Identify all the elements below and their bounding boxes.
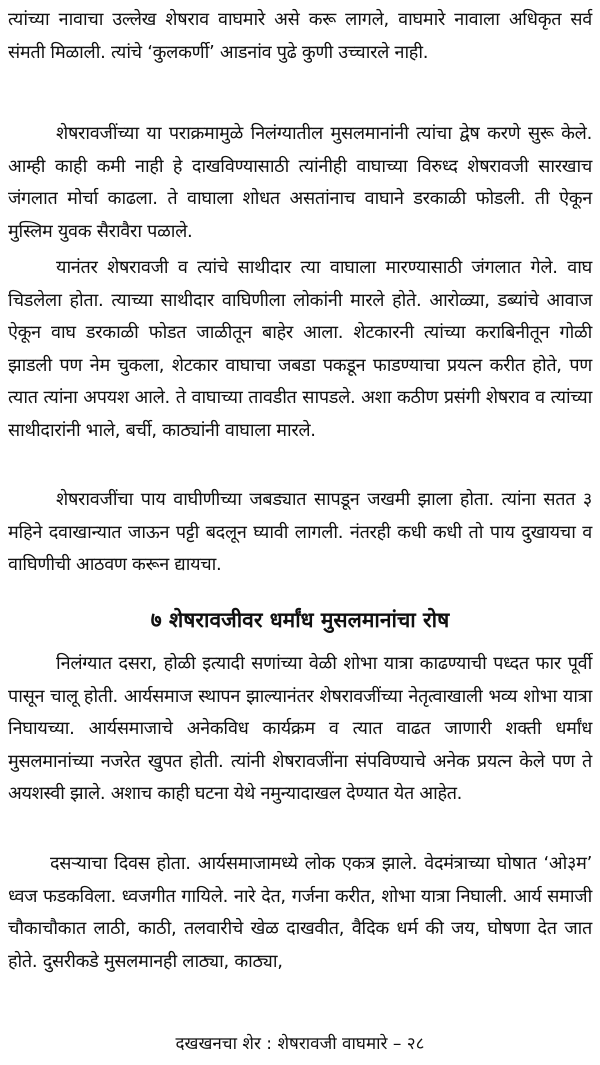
paragraph-3: यानंतर शेषरावजी व त्यांचे साथीदार त्या वाघाला मारण्यासाठी जंगलात गेले. वाघ चिडलेला होता. त्याच्या साथीदार वाघिणीला लोकांनी मारले होते. आरोळ्या, डब्यांचे आवाज ऐकून वाघ डरकाळी फोडत जाळीतून बाहेर आला. शेटकारनी त्यांच्या कराबिनीतून गोळी झाडली पण नेम चुकला, शेटकार वाघाचा जबडा पकडून फाडण्याचा प्रयत्न करीत होते, पण त्यात त्यांना अपयश आले. ते वाघाच्या तावडीत सापडले. अशा कठीण प्रसंगी शेषराव व त्यांच्या साथीदारांनी भाले, बर्ची, काठ्यांनी वाघाला मारले. (8, 257, 592, 441)
paragraph-1: त्यांच्या नावाचा उल्लेख शेषराव वाघमारे असे करू लागले, वाघमारे नावाला अधिकृत सर्व संमती मिळाली. त्यांचे ‘कुलकर्णी’ आडनांव पुढे कुणी उच्चारले नाही. (8, 9, 592, 63)
paragraph-2: शेषरावजींच्या या पराक्रमामुळे निलंग्यातील मुसलमानांनी त्यांचा द्वेष करणे सुरू केले. आम्ही काही कमी नाही हे दाखविण्यासाठी त्यांनीही वाघाच्या विरुध्द शेषरावजी सारखाच जंगलात मोर्चा काढला. ते वाघाला शोधत असतांनाच वाघाने डरकाळी फोडली. ती ऐकून मुस्लिम युवक सैरावैरा पळाले. (8, 123, 592, 242)
paragraph-4: शेषरावजींचा पाय वाघीणीच्या जबड्यात सापडून जखमी झाला होता. त्यांना सतत ३ महिने दवाखान्यात जाऊन पट्टी बदलून घ्यावी लागली. नंतरही कधी कधी तो पाय दुखायचा व वाघिणीची आठवण करून द्यायचा. (8, 489, 592, 576)
section-heading: ७ शेषरावजीवर धर्मांध मुसलमानांचा रोष (150, 608, 450, 632)
paragraph-6: दसऱ्याचा दिवस होता. आर्यसमाजामध्ये लोक एकत्र झाले. वेदमंत्राच्या घोषात ‘ओ३म’ ध्वज फडकविला. ध्वजगीत गायिले. नारे देत, गर्जना करीत, शोभा यात्रा निघाली. आर्य समाजी चौकाचौकात लाठी, काठी, तलवारीचे खेळ दाखवीत, वैदिक धर्म की जय, घोषणा देत जात होते. दुसरीकडे मुसलमानही लाठ्या, काठ्या, (8, 853, 592, 972)
paragraph-5: निलंग्यात दसरा, होळी इत्यादी सणांच्या वेळी शोभा यात्रा काढण्याची पध्दत फार पूर्वी पासून चालू होती. आर्यसमाज स्थापन झाल्यानंतर शेषरावजींच्या नेतृत्वाखाली भव्य शोभा यात्रा निघायच्या. आर्यसमाजाचे अनेकविध कार्यक्रम व त्यात वाढत जाणारी शक्ती धर्मांध मुसलमानांच्या नजरेत खुपत होती. त्यांनी शेषरावजींना संपविण्याचे अनेक प्रयत्न केले पण ते अयशस्वी झाले. अशाच काही घटना येथे नमुन्यादाखल देण्यात येत आहेत. (8, 653, 592, 805)
page-footer: दखखनचा शेर : शेषरावजी वाघमारे – २८ (175, 1034, 425, 1054)
